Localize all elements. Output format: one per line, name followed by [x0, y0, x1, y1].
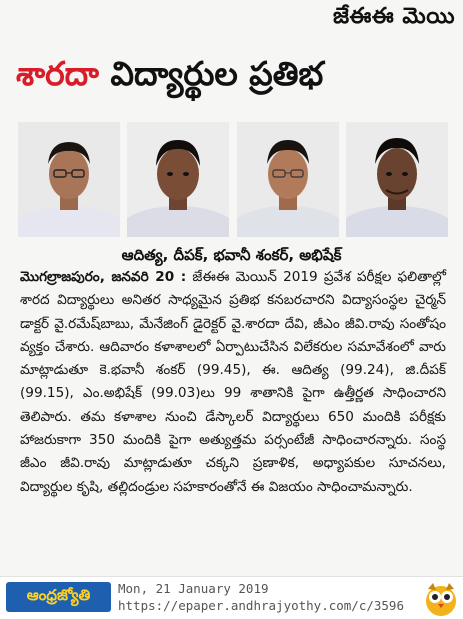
student-portrait-1	[18, 122, 120, 237]
epaper-footer	[0, 576, 463, 619]
footer-meta	[118, 580, 404, 614]
photo-deepak	[127, 122, 229, 237]
article-body	[20, 266, 446, 499]
logo-text: ఆంధ్రజ్యోతి	[26, 586, 91, 604]
headline-part2: విద్యార్థుల ప్రతిభ	[110, 54, 324, 93]
publication-date: Mon, 21 January 2019	[118, 581, 269, 596]
photo-caption: ఆదిత్య, దీపక్, భవానీ శంకర్, అభిషేక్	[121, 246, 342, 264]
andhrajyothy-logo	[6, 582, 111, 612]
student-portrait-3	[237, 122, 339, 237]
article-dateline: మొగల్రాజపురం, జనవరి 20 :	[20, 269, 187, 285]
article-text: జేఈఈ మెయిన్ 2019 ప్రవేశ పరీక్షల ఫలితాల్లో శారద విద్యార్థులు అనితర సాధ్యమైన ప్రతిభ కనబరచారని విద్యాసంస్థల చైర్మన్ డాక్టర్ వై.రమేష్‌బాబు, మేనేజింగ్ డైరెక్టర్ వై.శారదా దేవి, జీఎం జీవి.రావు సంతోషం వ్యక్తం చేశారు. ఆదివారం కళాశాలలో ఏర్పాటుచేసిన విలేకరుల సమావేశంలో వారు మాట్లాడుతూ కె.భవానీ శంకర్ (99.45), ఈ. ఆదిత్య (99.24), జి.దీపక్ (99.15), ఎం.అభిషేక్ (99.03)లు 99 శాతానికి పైగా ఉత్తీర్ణత సాధించారని తెలిపారు. తమ కళాశాల నుంచి డేస్కాలర్ విద్యార్థులు 650 మందికి పరీక్షకు హాజరుకాగా 350 మందికి పైగా అత్యుత్తమ పర్సంటేజీ సాధించారన్నారు. సంస్థ జీఎం జీవి.రావు మాట్లాడుతూ చక్కని ప్రణాళిక, అధ్యాపకుల సూచనలు, విద్యార్థుల కృషి, తల్లిదండ్రుల సహకారంతోనే ఈ విజయం సాధించామన్నారు.	[20, 269, 446, 495]
kicker-text: జేఈఈ మెయి	[332, 4, 455, 29]
student-portrait-4	[346, 122, 448, 237]
photo-aditya	[18, 122, 120, 237]
headline	[16, 54, 456, 101]
student-portrait-2	[127, 122, 229, 237]
epaper-url[interactable]: https://epaper.andhrajyothy.com/c/3596	[118, 598, 404, 613]
photo-bhavani-shankar	[237, 122, 339, 237]
owl-mascot-icon	[423, 579, 459, 617]
headline-part1: శారదా	[16, 54, 99, 93]
student-photos	[18, 122, 448, 237]
photo-abhishek	[346, 122, 448, 237]
